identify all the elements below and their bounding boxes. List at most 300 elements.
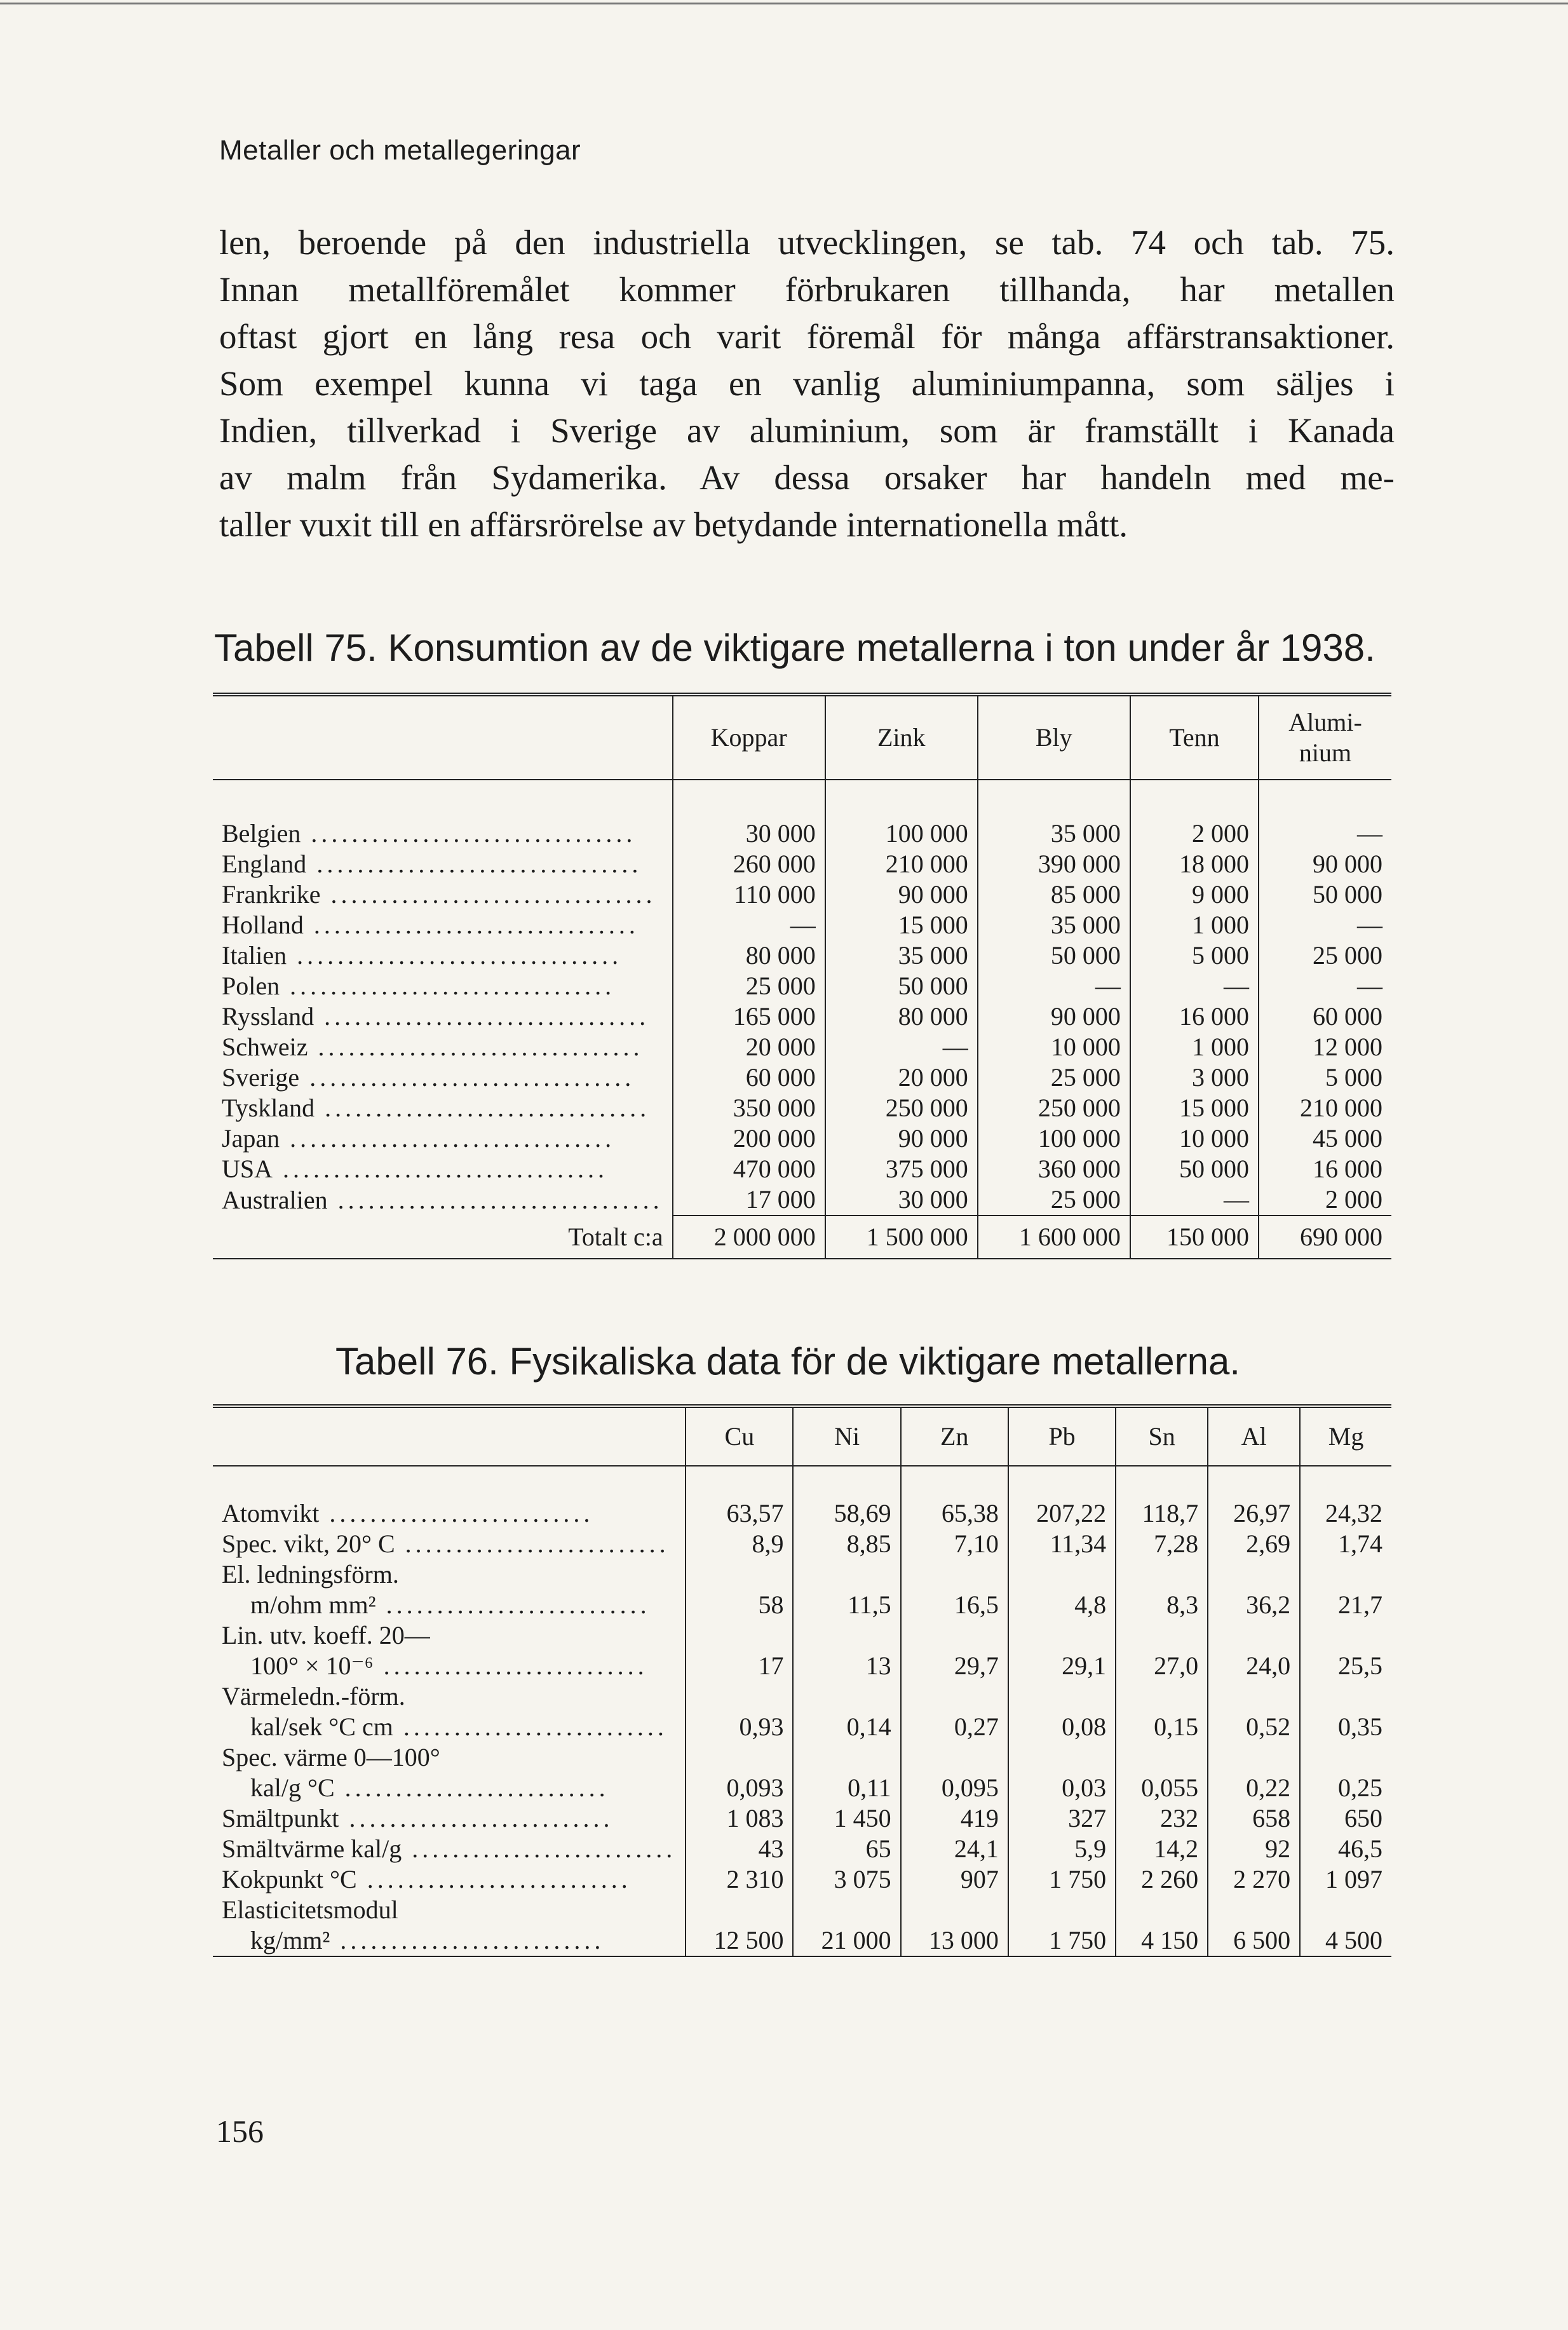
table-76-cell: [1116, 1681, 1208, 1712]
table-76-cell: 17: [686, 1651, 793, 1681]
table-76-cell: 0,11: [793, 1773, 900, 1803]
table-75-row-label: [213, 971, 673, 1001]
property-name: Smältpunkt: [222, 1804, 339, 1832]
table-76-row: [213, 1681, 1391, 1712]
table-76-cell: [1116, 1620, 1208, 1651]
table-75-row: [213, 971, 1391, 1001]
table-75-cell: 2 000: [1259, 1184, 1391, 1216]
table-76-row: [213, 1773, 1391, 1803]
table-76-cell: 0,52: [1208, 1712, 1300, 1742]
table-75-cell: 80 000: [673, 940, 825, 971]
table-76-header-row: [213, 1406, 1391, 1466]
table-75-row: [213, 1123, 1391, 1154]
table-75-row: [213, 1154, 1391, 1184]
table-76-cell: 21,7: [1300, 1590, 1391, 1620]
leader-dots: ................................: [301, 819, 637, 848]
table-76-cell: 8,9: [686, 1529, 793, 1559]
table-75-cell: —: [1130, 971, 1259, 1001]
table-75-row: [213, 1093, 1391, 1123]
table-76-cell: 21 000: [793, 1925, 900, 1956]
table-76-cell: [1008, 1620, 1116, 1651]
table-76-row-label: [213, 1681, 686, 1712]
leader-dots: ................................: [280, 1124, 616, 1153]
table-76-row-label: [213, 1864, 686, 1895]
property-name: Smältvärme kal/g: [222, 1834, 402, 1863]
table-76-cell: 27,0: [1116, 1651, 1208, 1681]
table-76-cell: 650: [1300, 1803, 1391, 1834]
table-75-total-cell: 690 000: [1259, 1216, 1391, 1259]
table-76-row: [213, 1834, 1391, 1864]
table-75-cell: 90 000: [825, 879, 978, 910]
table-75-cell: 9 000: [1130, 879, 1259, 910]
table-76-cell: 207,22: [1008, 1466, 1116, 1529]
country-name: Italien: [222, 941, 287, 970]
table-75-cell: 3 000: [1130, 1062, 1259, 1093]
country-name: Ryssland: [222, 1002, 314, 1031]
table-75-total-row: [213, 1216, 1391, 1259]
table-76-cell: 4 500: [1300, 1925, 1391, 1956]
table-76-column-header: Zn: [901, 1406, 1008, 1466]
table-76-cell: 29,1: [1008, 1651, 1116, 1681]
paragraph-line: av malm från Sydamerika. Av dessa orsaker har handeln med me-: [219, 458, 1395, 497]
table-76-column-header: Sn: [1116, 1406, 1208, 1466]
table-76-cell: [1208, 1895, 1300, 1925]
leader-dots: ................................: [327, 1185, 663, 1214]
table-75-row-label: [213, 1093, 673, 1123]
table-76-corner-cell: [213, 1406, 686, 1466]
table-76-cell: 63,57: [686, 1466, 793, 1529]
table-76-row-label: [213, 1925, 686, 1956]
table-76-cell: 26,97: [1208, 1466, 1300, 1529]
table-76-cell: [1208, 1742, 1300, 1773]
table-76-cell: 658: [1208, 1803, 1300, 1834]
table-76-row: [213, 1742, 1391, 1773]
table-75-cell: 360 000: [978, 1154, 1130, 1184]
table-75-row: [213, 940, 1391, 971]
leader-dots: ................................: [303, 911, 639, 939]
table-75-cell: 210 000: [825, 849, 978, 879]
leader-dots: ..........................: [339, 1804, 614, 1832]
table-76-row-label: [213, 1590, 686, 1620]
table-75-row-label: [213, 780, 673, 849]
table-75-consumption: [213, 693, 1391, 1259]
table-76-cell: 6 500: [1208, 1925, 1300, 1956]
table-76-row-label: [213, 1773, 686, 1803]
table-76-cell: [1300, 1681, 1391, 1712]
table-76-cell: [1116, 1895, 1208, 1925]
table-76-cell: 7,10: [901, 1529, 1008, 1559]
leader-dots: ..........................: [395, 1529, 670, 1558]
table-76-cell: [793, 1742, 900, 1773]
table-75-cell: 50 000: [825, 971, 978, 1001]
paragraph-line: Innan metallföremålet kommer förbrukaren tillhanda, har metallen: [219, 270, 1395, 309]
table-76-row-label: [213, 1834, 686, 1864]
table-76-cell: 0,25: [1300, 1773, 1391, 1803]
table-75-cell: 60 000: [673, 1062, 825, 1093]
table-75-cell: 200 000: [673, 1123, 825, 1154]
table-75-cell: 80 000: [825, 1001, 978, 1032]
table-75-cell: 17 000: [673, 1184, 825, 1216]
table-75-cell: —: [673, 910, 825, 940]
table-75-total-cell: 2 000 000: [673, 1216, 825, 1259]
table-76-cell: 0,22: [1208, 1773, 1300, 1803]
table-76-cell: [901, 1742, 1008, 1773]
table-76-cell: 24,32: [1300, 1466, 1391, 1529]
table-76-cell: 0,095: [901, 1773, 1008, 1803]
table-75-cell: 1 000: [1130, 910, 1259, 940]
table-76-cell: 8,85: [793, 1529, 900, 1559]
leader-dots: ..........................: [334, 1773, 609, 1802]
table-75-column-header: Tenn: [1130, 694, 1259, 780]
property-name: kal/g °C: [250, 1773, 335, 1802]
table-76-column-header: Mg: [1300, 1406, 1391, 1466]
property-name: Värmeledn.-förm.: [222, 1682, 405, 1710]
table-76-cell: 0,093: [686, 1773, 793, 1803]
leader-dots: ................................: [273, 1155, 609, 1183]
table-75-cell: 30 000: [825, 1184, 978, 1216]
table-76-row: [213, 1529, 1391, 1559]
property-name: Kokpunkt °C: [222, 1865, 357, 1893]
table-76-cell: 2 270: [1208, 1864, 1300, 1895]
table-75-row: [213, 849, 1391, 879]
paragraph-line: Som exempel kunna vi taga en vanlig aluminiumpanna, som säljes i: [219, 364, 1395, 403]
table-76-cell: 0,14: [793, 1712, 900, 1742]
table-76-cell: [793, 1895, 900, 1925]
table-75-corner-cell: [213, 694, 673, 780]
table-75-cell: 35 000: [825, 940, 978, 971]
leader-dots: ................................: [320, 880, 656, 909]
table-75-cell: 30 000: [673, 780, 825, 849]
table-76-cell: 2 260: [1116, 1864, 1208, 1895]
table-76-cell: 58: [686, 1590, 793, 1620]
leader-dots: ................................: [299, 1063, 635, 1092]
table-76-column-header: Pb: [1008, 1406, 1116, 1466]
leader-dots: ..........................: [375, 1590, 651, 1619]
table-76-cell: 43: [686, 1834, 793, 1864]
table-76-caption: Tabell 76. Fysikaliska data för de viktigare metallerna.: [335, 1340, 1241, 1383]
table-75-cell: 350 000: [673, 1093, 825, 1123]
leader-dots: ................................: [280, 972, 616, 1000]
table-76-cell: [1300, 1559, 1391, 1590]
table-76-cell: [793, 1681, 900, 1712]
table-76-cell: 16,5: [901, 1590, 1008, 1620]
country-name: Australien: [222, 1185, 328, 1214]
table-75-row: [213, 1184, 1391, 1216]
table-76-row: [213, 1590, 1391, 1620]
table-76-physical-data: [213, 1404, 1391, 1957]
table-75-cell: 25 000: [978, 1184, 1130, 1216]
table-76-cell: 7,28: [1116, 1529, 1208, 1559]
table-76-cell: 118,7: [1116, 1466, 1208, 1529]
paragraph-line: len, beroende på den industriella utvecklingen, se tab. 74 och tab. 75.: [219, 223, 1395, 262]
table-76-cell: [793, 1620, 900, 1651]
table-75-cell: 210 000: [1259, 1093, 1391, 1123]
table-76-row: [213, 1864, 1391, 1895]
table-75-cell: 1 000: [1130, 1032, 1259, 1062]
table-75-cell: 15 000: [825, 910, 978, 940]
table-76-cell: 0,15: [1116, 1712, 1208, 1742]
table-75-cell: 5 000: [1259, 1062, 1391, 1093]
table-76-cell: 0,27: [901, 1712, 1008, 1742]
table-75-cell: 20 000: [825, 1062, 978, 1093]
table-76-row-label: [213, 1803, 686, 1834]
table-75-cell: 250 000: [978, 1093, 1130, 1123]
table-76-cell: [1208, 1681, 1300, 1712]
table-76-cell: [1008, 1895, 1116, 1925]
table-76-cell: 0,35: [1300, 1712, 1391, 1742]
table-75-cell: 16 000: [1130, 1001, 1259, 1032]
table-76-cell: [686, 1620, 793, 1651]
leader-dots: ................................: [306, 850, 642, 878]
table-75-cell: 90 000: [825, 1123, 978, 1154]
table-75-row: [213, 879, 1391, 910]
table-76-column-header: Ni: [793, 1406, 900, 1466]
leader-dots: ..........................: [319, 1499, 594, 1527]
table-75-row: [213, 910, 1391, 940]
country-name: Schweiz: [222, 1033, 308, 1061]
paragraph-line: Indien, tillverkad i Sverige av aluminium, som är framställt i Kanada: [219, 411, 1395, 450]
country-name: Japan: [222, 1124, 280, 1153]
table-75-column-header: Zink: [825, 694, 978, 780]
country-name: Tyskland: [222, 1094, 315, 1122]
table-76-cell: [686, 1742, 793, 1773]
table-76-cell: 36,2: [1208, 1590, 1300, 1620]
table-76-cell: 1 750: [1008, 1864, 1116, 1895]
table-75-row-label: [213, 1184, 673, 1216]
table-76-cell: 8,3: [1116, 1590, 1208, 1620]
table-76-row-label: [213, 1712, 686, 1742]
table-75-row-label: [213, 879, 673, 910]
table-76-cell: [901, 1559, 1008, 1590]
table-75-cell: 10 000: [978, 1032, 1130, 1062]
country-name: Polen: [222, 972, 280, 1000]
table-76-cell: 2,69: [1208, 1529, 1300, 1559]
table-76-cell: 46,5: [1300, 1834, 1391, 1864]
table-76-cell: 25,5: [1300, 1651, 1391, 1681]
paragraph-line: taller vuxit till en affärsrörelse av betydande internationella mått.: [219, 505, 1128, 544]
table-76-cell: 65: [793, 1834, 900, 1864]
table-76-cell: [1208, 1559, 1300, 1590]
running-head: Metaller och metallegeringar: [219, 135, 581, 166]
table-76-cell: [1116, 1559, 1208, 1590]
table-75-caption: Tabell 75. Konsumtion av de viktigare metallerna i ton under år 1938.: [214, 627, 1375, 669]
table-75-cell: 25 000: [673, 971, 825, 1001]
table-75-row: [213, 1001, 1391, 1032]
table-75-total-cell: 150 000: [1130, 1216, 1259, 1259]
country-name: Belgien: [222, 819, 301, 848]
table-76-row: [213, 1803, 1391, 1834]
table-76-cell: 327: [1008, 1803, 1116, 1834]
table-75-cell: 110 000: [673, 879, 825, 910]
property-name: Spec. värme 0—100°: [222, 1743, 440, 1771]
table-76-cell: 58,69: [793, 1466, 900, 1529]
table-75-cell: —: [1259, 780, 1391, 849]
leader-dots: ................................: [314, 1094, 651, 1122]
property-name: kg/mm²: [250, 1926, 330, 1954]
table-76-cell: 13 000: [901, 1925, 1008, 1956]
table-75-cell: 35 000: [978, 780, 1130, 849]
table-75-cell: 18 000: [1130, 849, 1259, 879]
table-76-cell: 2 310: [686, 1864, 793, 1895]
table-76-row: [213, 1712, 1391, 1742]
table-76-cell: [1116, 1742, 1208, 1773]
table-75-column-header: Alumi- nium: [1259, 694, 1391, 780]
table-76-cell: [1008, 1742, 1116, 1773]
table-76-row: [213, 1895, 1391, 1925]
table-76-cell: 1 450: [793, 1803, 900, 1834]
table-76-cell: 419: [901, 1803, 1008, 1834]
property-name: Elasticitetsmodul: [222, 1895, 398, 1924]
table-75-cell: 90 000: [978, 1001, 1130, 1032]
table-75-cell: 390 000: [978, 849, 1130, 879]
table-76-cell: 11,34: [1008, 1529, 1116, 1559]
table-75-row-label: [213, 940, 673, 971]
table-75-cell: —: [1130, 1184, 1259, 1216]
table-76-row-label: [213, 1466, 686, 1529]
table-75-cell: 470 000: [673, 1154, 825, 1184]
table-76-cell: 4 150: [1116, 1925, 1208, 1956]
page-number: 156: [216, 2113, 264, 2149]
table-75-cell: 90 000: [1259, 849, 1391, 879]
table-75-row: [213, 780, 1391, 849]
table-75-row-label: [213, 910, 673, 940]
table-76-column-header: Al: [1208, 1406, 1300, 1466]
table-75-cell: 35 000: [978, 910, 1130, 940]
table-75-cell: 50 000: [978, 940, 1130, 971]
property-name: m/ohm mm²: [250, 1590, 376, 1619]
table-75-cell: 100 000: [978, 1123, 1130, 1154]
property-name: 100° × 10⁻⁶: [250, 1651, 374, 1680]
table-75-row-label: [213, 849, 673, 879]
table-75-row-label: [213, 1154, 673, 1184]
table-75-cell: 165 000: [673, 1001, 825, 1032]
leader-dots: ..........................: [356, 1865, 632, 1893]
table-76-row-label: [213, 1895, 686, 1925]
leader-dots: ................................: [308, 1033, 644, 1061]
table-76-cell: [686, 1895, 793, 1925]
table-76-cell: 0,03: [1008, 1773, 1116, 1803]
table-76-cell: 5,9: [1008, 1834, 1116, 1864]
table-76-cell: 0,93: [686, 1712, 793, 1742]
table-75-cell: 375 000: [825, 1154, 978, 1184]
top-edge-rule: [0, 3, 1568, 4]
table-76-cell: [686, 1559, 793, 1590]
table-76-cell: [1300, 1895, 1391, 1925]
table-75-column-header: Koppar: [673, 694, 825, 780]
leader-dots: ..........................: [393, 1712, 668, 1741]
table-75-cell: —: [978, 971, 1130, 1001]
table-75-row: [213, 1062, 1391, 1093]
table-76-cell: 24,1: [901, 1834, 1008, 1864]
table-76-cell: [901, 1681, 1008, 1712]
country-name: Holland: [222, 911, 304, 939]
table-76-row-label: [213, 1742, 686, 1773]
table-76-cell: [901, 1895, 1008, 1925]
table-76-cell: [793, 1559, 900, 1590]
table-75-row-label: [213, 1123, 673, 1154]
table-75-cell: 45 000: [1259, 1123, 1391, 1154]
table-75-cell: 250 000: [825, 1093, 978, 1123]
property-name: Spec. vikt, 20° C: [222, 1529, 395, 1558]
country-name: Sverige: [222, 1063, 300, 1092]
table-75-cell: —: [825, 1032, 978, 1062]
table-76-cell: 29,7: [901, 1651, 1008, 1681]
table-76-cell: 13: [793, 1651, 900, 1681]
country-name: England: [222, 850, 307, 878]
table-76-cell: 1 097: [1300, 1864, 1391, 1895]
table-75-total-cell: 1 600 000: [978, 1216, 1130, 1259]
leader-dots: ..........................: [373, 1651, 648, 1680]
table-76-column-header: Cu: [686, 1406, 793, 1466]
property-name: El. ledningsförm.: [222, 1560, 399, 1588]
table-75-cell: 2 000: [1130, 780, 1259, 849]
table-75-row-label: [213, 1032, 673, 1062]
table-75-cell: 10 000: [1130, 1123, 1259, 1154]
table-75-cell: 20 000: [673, 1032, 825, 1062]
table-75-cell: —: [1259, 971, 1391, 1001]
table-76-cell: [1008, 1681, 1116, 1712]
table-76-row: [213, 1925, 1391, 1956]
table-76-cell: 4,8: [1008, 1590, 1116, 1620]
table-75-row: [213, 1032, 1391, 1062]
table-75-cell: 50 000: [1130, 1154, 1259, 1184]
table-76-cell: 0,055: [1116, 1773, 1208, 1803]
table-75-total-label: Totalt c:a: [213, 1216, 673, 1259]
table-76-cell: 907: [901, 1864, 1008, 1895]
table-76-cell: 232: [1116, 1803, 1208, 1834]
table-76-row: [213, 1466, 1391, 1529]
table-75-cell: 16 000: [1259, 1154, 1391, 1184]
body-paragraph: [219, 219, 1395, 548]
table-76-cell: 12 500: [686, 1925, 793, 1956]
paragraph-line: oftast gjort en lång resa och varit föremål för många affärstransaktioner.: [219, 317, 1395, 356]
table-76-cell: 3 075: [793, 1864, 900, 1895]
table-76-cell: 1 083: [686, 1803, 793, 1834]
table-76-cell: 1,74: [1300, 1529, 1391, 1559]
table-75-cell: 60 000: [1259, 1001, 1391, 1032]
table-76-cell: [901, 1620, 1008, 1651]
property-name: Atomvikt: [222, 1499, 320, 1527]
table-75-cell: 25 000: [978, 1062, 1130, 1093]
table-76-cell: 0,08: [1008, 1712, 1116, 1742]
table-75-cell: 5 000: [1130, 940, 1259, 971]
leader-dots: ..........................: [330, 1926, 605, 1954]
table-75-total-cell: 1 500 000: [825, 1216, 978, 1259]
table-76-row: [213, 1559, 1391, 1590]
table-76-cell: 24,0: [1208, 1651, 1300, 1681]
country-name: USA: [222, 1155, 273, 1183]
table-76-cell: [1208, 1620, 1300, 1651]
table-76-row: [213, 1620, 1391, 1651]
table-76-row-label: [213, 1559, 686, 1590]
table-75-row-label: [213, 1001, 673, 1032]
table-76-cell: [686, 1681, 793, 1712]
table-75-column-header: Bly: [978, 694, 1130, 780]
property-name: kal/sek °C cm: [250, 1712, 393, 1741]
table-75-cell: 100 000: [825, 780, 978, 849]
country-name: Frankrike: [222, 880, 321, 909]
table-75-cell: 85 000: [978, 879, 1130, 910]
table-76-cell: 92: [1208, 1834, 1300, 1864]
table-75-cell: 15 000: [1130, 1093, 1259, 1123]
table-76-row-label: [213, 1620, 686, 1651]
table-75-cell: —: [1259, 910, 1391, 940]
table-76-row-label: [213, 1651, 686, 1681]
table-76-cell: 65,38: [901, 1466, 1008, 1529]
table-76-row: [213, 1651, 1391, 1681]
table-76-cell: [1300, 1742, 1391, 1773]
table-76-cell: 1 750: [1008, 1925, 1116, 1956]
